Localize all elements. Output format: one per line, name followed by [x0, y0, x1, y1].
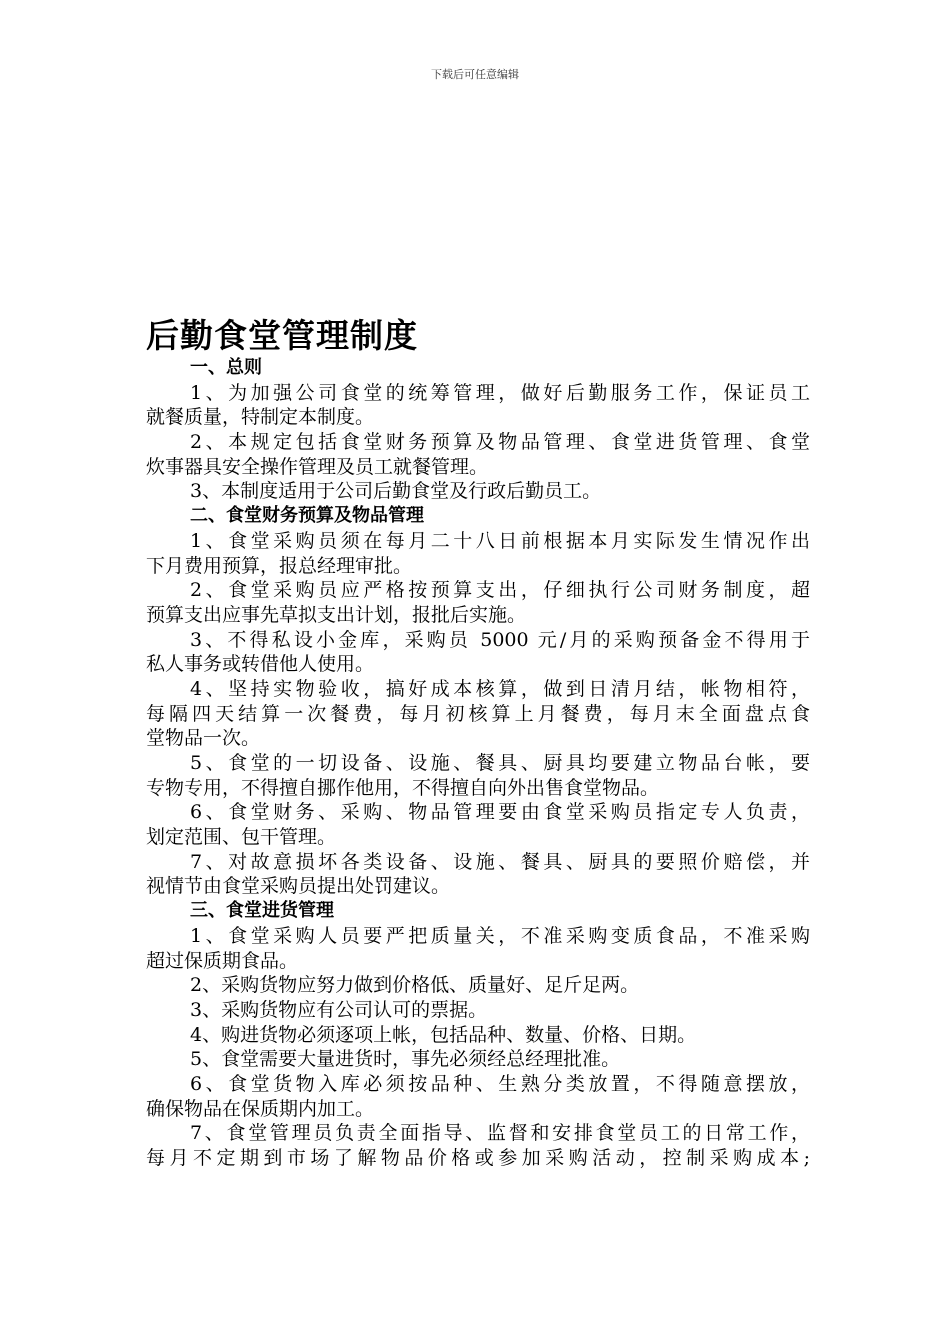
paragraph-line: 就餐质量，特制定本制度。: [146, 406, 375, 429]
section-heading: 一、总则: [190, 357, 262, 378]
paragraph-line: 3、不得私设小金库，采购员 5000 元/月的采购预备金不得用于: [190, 628, 810, 651]
paragraph-line: 1、食堂采购人员要严把质量关，不准采购变质食品，不准采购: [190, 924, 810, 947]
paragraph-line: 每月不定期到市场了解物品价格或参加采购活动，控制采购成本;: [146, 1147, 810, 1169]
paragraph-line: 预算支出应事先草拟支出计划，报批后实施。: [146, 603, 527, 626]
paragraph-line: 堂物品一次。: [146, 727, 261, 750]
paragraph-line: 6、食堂财务、采购、物品管理要由食堂采购员指定专人负责，: [190, 801, 810, 824]
paragraph-line: 5、食堂需要大量进货时，事先必须经总经理批准。: [190, 1048, 621, 1071]
paragraph-line: 2、采购货物应努力做到价格低、质量好、足斤足两。: [190, 974, 640, 997]
paragraph-line: 4、坚持实物验收，搞好成本核算，做到日清月结，帐物相符，: [190, 677, 810, 700]
document-body: [146, 356, 810, 1171]
paragraph-line: 3、本制度适用于公司后勤食堂及行政后勤员工。: [190, 480, 602, 503]
paragraph-line: 下月费用预算，报总经理审批。: [146, 554, 413, 577]
paragraph-line: 3、采购货物应有公司认可的票据。: [190, 998, 488, 1021]
paragraph-line: 超过保质期食品。: [146, 949, 299, 972]
section-heading: 三、食堂进货管理: [190, 900, 334, 922]
paragraph-line: 炊事器具安全操作管理及员工就餐管理。: [146, 455, 489, 478]
paragraph-line: 每隔四天结算一次餐费，每月初核算上月餐费，每月末全面盘点食: [146, 702, 810, 725]
paragraph-line: 7、对故意损坏各类设备、设施、餐具、厨具的要照价赔偿，并: [190, 850, 810, 873]
paragraph-line: 确保物品在保质期内加工。: [146, 1097, 375, 1120]
paragraph-line: 视情节由食堂采购员提出处罚建议。: [146, 875, 451, 898]
document-title: 后勤食堂管理制度: [146, 316, 418, 355]
paragraph-line: 划定范围、包干管理。: [146, 826, 337, 849]
paragraph-line: 2、本规定包括食堂财务预算及物品管理、食堂进货管理、食堂: [190, 431, 810, 454]
paragraph-line: 4、购进货物必须逐项上帐，包括品种、数量、价格、日期。: [190, 1023, 697, 1046]
paragraph-line: 1、为加强公司食堂的统筹管理，做好后勤服务工作，保证员工: [190, 381, 810, 404]
section-heading: 二、食堂财务预算及物品管理: [190, 505, 424, 527]
paragraph-line: 2、食堂采购员应严格按预算支出，仔细执行公司财务制度，超: [190, 579, 810, 602]
paragraph-line: 专物专用，不得擅自挪作他用，不得擅自向外出售食堂物品。: [146, 776, 660, 799]
paragraph-line: 私人事务或转借他人使用。: [146, 653, 375, 676]
paragraph-line: 5、食堂的一切设备、设施、餐具、厨具均要建立物品台帐，要: [190, 752, 810, 774]
paragraph-line: 6、食堂货物入库必须按品种、生熟分类放置，不得随意摆放，: [190, 1072, 810, 1095]
paragraph-line: 1、食堂采购员须在每月二十八日前根据本月实际发生情况作出: [190, 529, 810, 552]
header-note: 下载后可任意编辑: [431, 68, 519, 81]
paragraph-line: 7、食堂管理员负责全面指导、监督和安排食堂员工的日常工作，: [190, 1122, 810, 1145]
